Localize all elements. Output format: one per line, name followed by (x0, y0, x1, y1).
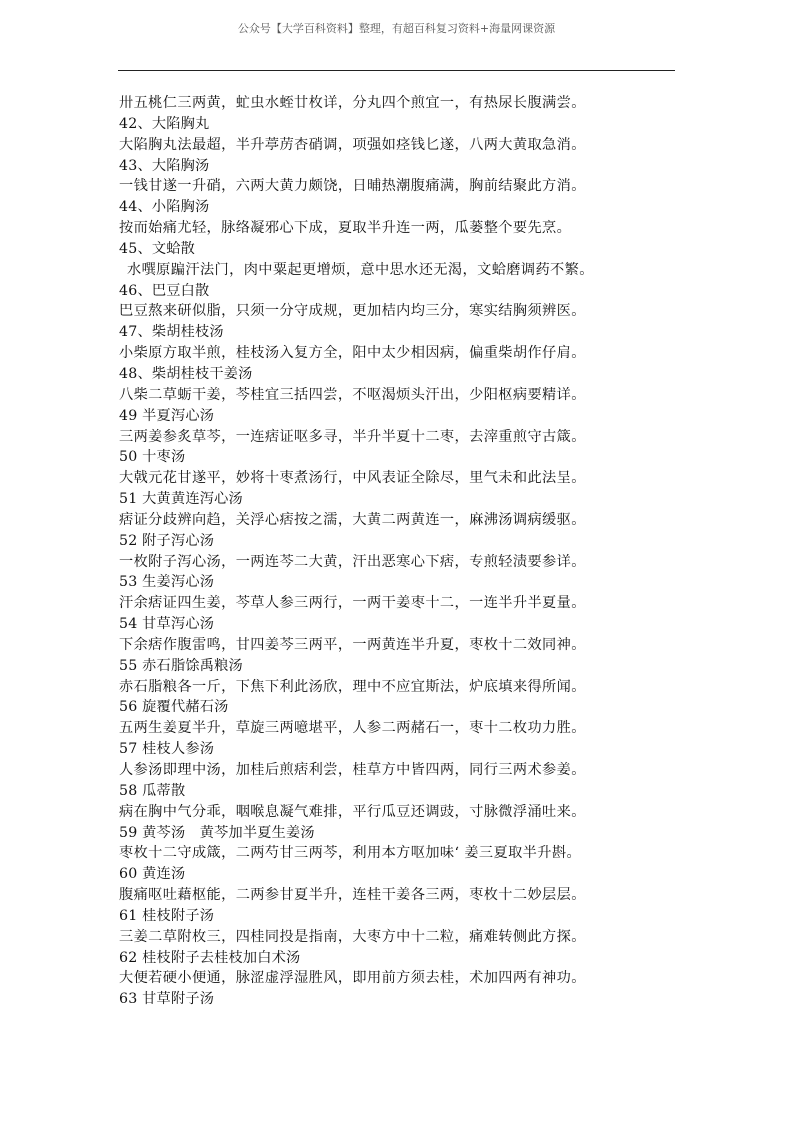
header-rule (118, 70, 675, 71)
section-title: 49 半夏泻心汤 (119, 407, 215, 424)
section-title: 53 生姜泻心汤 (119, 574, 215, 591)
verse-line: 人参汤即理中汤，加桂后煎痞利尝，桂草方中皆四两，同行三两术参姜。 (119, 762, 586, 778)
verse-line: 三两姜参炙草芩，一连痞证呕多寻，半升半夏十二枣，去滓重煎守古箴。 (119, 428, 586, 445)
section-title: 47、柴胡桂枝汤 (119, 324, 224, 341)
section-title: 44、小陷胸汤 (119, 199, 210, 216)
verse-line: 水噀原蹁汗法门，肉中粟起更增烦，意中思水还无渴，文蛤磨调药不繁。 (127, 261, 594, 278)
verse-line: 下余痞作腹雷鸣，甘四姜芩三两平，一两黄连半升夏，枣枚十二效同神。 (119, 636, 586, 653)
verse-line: 五两生姜夏半升，草旋三两噫堪平，人参二两赭石一，枣十二枚功力胜。 (119, 720, 586, 737)
section-title: 42、大陷胸丸 (119, 115, 210, 132)
verse-line: 一枚附子泻心汤，一两连芩二大黄，汗出恶寒心下痞，专煎轻渍要参详。 (119, 553, 586, 570)
verse-line: 小柴原方取半煎，桂枝汤入复方全，阳中太少相因病，偏重柴胡作仔肩。 (119, 345, 586, 362)
section-title: 46、巴豆白散 (119, 282, 210, 299)
verse-line: 大便若硬小便通，脉涩虚浮湿胜风，即用前方须去桂，术加四两有神功。 (119, 970, 586, 987)
section-title: 59 黄芩汤 黄芩加半夏生姜汤 (119, 824, 315, 841)
verse-line: 巴豆熬来研似脂，只须一分守成规，更加桔内均三分，寒实结胸须辨医。 (119, 303, 586, 320)
page-header: 公众号【大学百科资料】整理，有超百科复习资料+海量网课资源 (237, 22, 556, 35)
verse-line: 八柴二草蛎干姜，芩桂宜三括四尝，不呕渴烦头汗出，少阳枢病要精详。 (119, 386, 586, 403)
verse-line: 腹痛呕吐藉枢能，二两参甘夏半升，连桂干姜各三两，枣枚十二妙层层。 (119, 887, 586, 904)
verse-line: 大戟元花甘遂平，妙将十枣煮汤行，中风表证全除尽，里气未和此法呈。 (119, 470, 586, 487)
section-title: 57 桂枝人参汤 (119, 741, 215, 758)
verse-line: 病在胸中气分乖，咽喉息凝气难排，平行瓜豆还调豉，寸脉微浮涌吐来。 (119, 803, 586, 820)
section-title: 50 十枣汤 (119, 449, 186, 466)
verse-line: 卅五桃仁三两黄，虻虫水蛭廿枚详，分丸四个煎宜一，有热尿长腹满尝。 (119, 95, 586, 111)
section-title: 60 黄连汤 (119, 866, 186, 883)
section-title: 54 甘草泻心汤 (119, 616, 215, 633)
verse-line: 痞证分歧辨向趋，关浮心痞按之濡，大黄二两黄连一，麻沸汤调病缓驱。 (119, 511, 586, 528)
verse-line: 大陷胸丸法最超，半升葶苈杏硝调，项强如痉钱匕遂，八两大黄取急消。 (119, 136, 586, 153)
section-title: 58 瓜蒂散 (119, 782, 186, 799)
verse-line: 一钱甘遂一升硝，六两大黄力颇饶，日晡热潮腹痛满，胸前结聚此方消。 (119, 178, 586, 195)
document-body (119, 93, 679, 1010)
section-title: 63 甘草附子汤 (119, 991, 215, 1008)
section-title: 52 附子泻心汤 (119, 532, 215, 549)
verse-line: 三姜二草附枚三，四桂同投是指南，大枣方中十二粒，痛难转侧此方探。 (119, 928, 586, 945)
verse-line: 汗余痞证四生姜，芩草人参三两行，一两干姜枣十二，一连半升半夏量。 (119, 595, 586, 612)
section-title: 56 旋覆代赭石汤 (119, 699, 229, 716)
section-title: 55 赤石脂馀禹粮汤 (119, 657, 243, 674)
verse-line: 枣枚十二守成箴，二两芍甘三两芩，利用本方呕加味‘ 姜三夏取半升斟。 (119, 845, 582, 862)
section-title: 51 大黄黄连泻心汤 (119, 491, 243, 508)
section-title: 48、柴胡桂枝干姜汤 (119, 365, 253, 382)
section-title: 45、文蛤散 (119, 240, 196, 257)
section-title: 62 桂枝附子去桂枝加白术汤 (119, 949, 301, 966)
section-title: 61 桂枝附子汤 (119, 907, 215, 924)
verse-line: 赤石脂粮各一斤，下焦下利此汤欣，理中不应宜斯法，炉底填来得所闻。 (119, 678, 586, 695)
verse-line: 按而始痛尤轻，脉络凝邪心下成，夏取半升连一两，瓜蒌整个要先烹。 (119, 220, 572, 237)
section-title: 43、大陷胸汤 (119, 157, 210, 174)
